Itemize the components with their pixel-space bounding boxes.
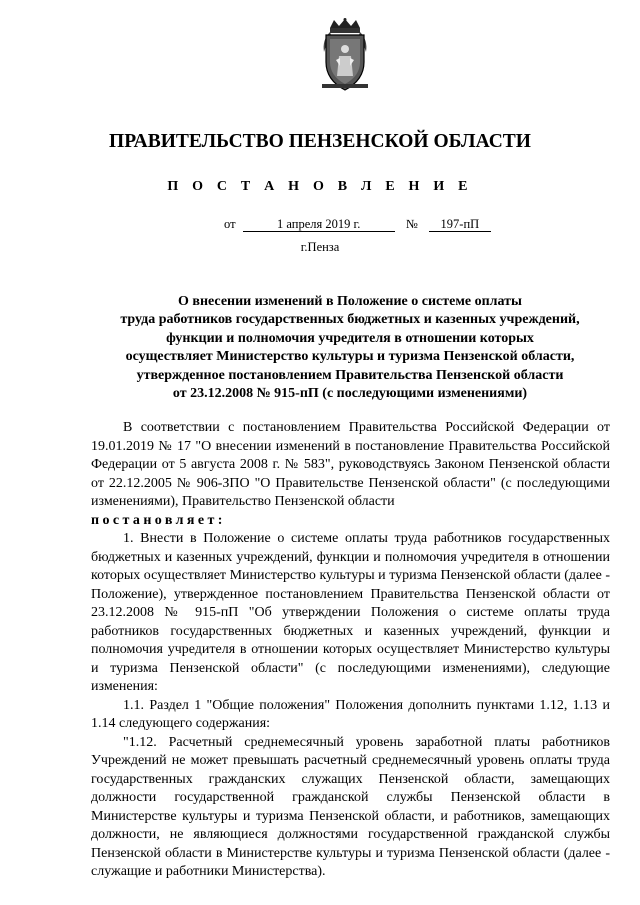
resolution-word xyxy=(91,512,610,531)
coat-of-arms-icon xyxy=(316,18,374,92)
document-body xyxy=(91,419,610,882)
subject-line: осуществляет Министерство культуры и туризма Пензенской области, xyxy=(125,349,575,365)
document-subject xyxy=(70,293,630,403)
subject-line: утвержденное постановлением Правительства Пензенской области xyxy=(136,367,564,383)
item-1-12-paragraph: "1.12. Расчетный среднемесячный уровень заработной платы работников Учреждений не может превышать расчетный среднемесячный уровень оплаты труда государственных гражданских служащих Пензенской области, замещающих должности государственной гражданской службы Пензенской области в Министерстве культуры и туризма Пензенской области, и работников, замещающих должности, не являющиеся должностями государственной гражданской службы Пензенской области в Министерстве культуры и туризма Пензенской области (далее - служащие и работники Министерства). xyxy=(91,734,610,879)
number-label: № xyxy=(405,217,418,231)
date-number-line xyxy=(224,217,491,232)
subject-line: функции и полномочия учредителя в отношении которых xyxy=(166,330,534,346)
government-name: ПРАВИТЕЛЬСТВО ПЕНЗЕНСКОЙ ОБЛАСТИ xyxy=(109,131,531,152)
subject-line: от 23.12.2008 № 915-пП (с последующими изменениями) xyxy=(172,386,528,402)
item-1-1-paragraph: 1.1. Раздел 1 "Общие положения" Положения дополнить пунктами 1.12, 1.13 и 1.14 следующего содержания: xyxy=(91,697,610,731)
date-label: от xyxy=(224,217,236,231)
document-type: П О С Т А Н О В Л Е Н И Е xyxy=(167,179,473,194)
resolves-label: постановляет: xyxy=(91,512,226,528)
preamble-paragraph: В соответствии с постановлением Правительства Российской Федерации от 19.01.2019 № 17 "О внесении изменений в постановление Правительства Российской Федерации от 5 августа 2008 г. № 583", руководствуясь Законом Пензенской области от 22.12.2005 № 906-ЗПО "О Правительстве Пензенской области" (с последующими изменениями), Правительство Пензенской области xyxy=(91,420,610,509)
subject-line: О внесении изменений в Положение о системе оплаты xyxy=(178,294,522,309)
city: г.Пенза xyxy=(300,240,340,254)
document-number: 197-пП xyxy=(429,217,491,232)
item-1-paragraph: 1. Внести в Положение о системе оплаты труда работников государственных бюджетных и казенных учреждений, функции и полномочия учредителя в отношении которых осуществляет Министерство культуры и туризма Пензенской области (далее - Положение), утвержденное постановлением Правительства Пензенской области от 23.12.2008 № 915-пП "Об утверждении Положения о системе оплаты труда работников государственных бюджетных и казенных учреждений, функции и полномочия учредителя в отношении которых осуществляет Министерство культуры и туризма Пензенской области" (с последующими изменениями), следующие изменения: xyxy=(91,531,610,694)
subject-line: труда работников государственных бюджетных и казенных учреждений, xyxy=(120,312,580,328)
date-value: 1 апреля 2019 г. xyxy=(243,217,395,232)
